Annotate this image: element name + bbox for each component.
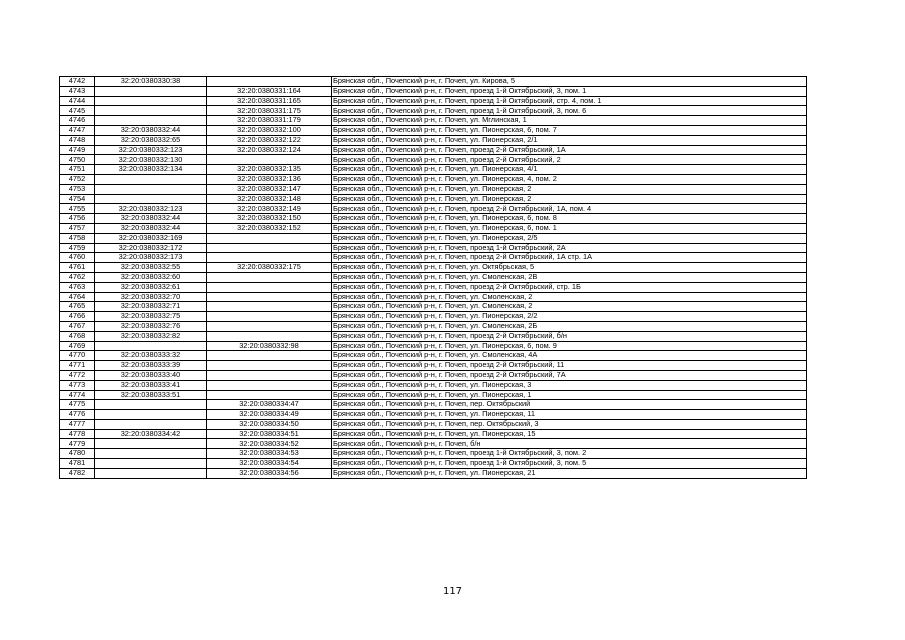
address-cell: Брянская обл., Почепский р-н, г. Почеп, ул. Пионерская, 6, пом. 1 <box>332 223 807 233</box>
object-cadastral-number-cell: 32:20:0380332:98 <box>207 341 332 351</box>
address-cell: Брянская обл., Почепский р-н, г. Почеп, ул. Пионерская, 4/1 <box>332 165 807 175</box>
address-cell: Брянская обл., Почепский р-н, г. Почеп, ул. Пионерская, 21 <box>332 468 807 478</box>
cadastral-number-cell: 32:20:0380332:44 <box>95 214 207 224</box>
address-cell: Брянская обл., Почепский р-н, г. Почеп, ул. Пионерская, 2 <box>332 184 807 194</box>
cadastral-number-cell: 32:20:0380332:60 <box>95 272 207 282</box>
cadastral-number-cell <box>95 184 207 194</box>
address-cell: Брянская обл., Почепский р-н, г. Почеп, проезд 2-й Октябрьский, 1А, пом. 4 <box>332 204 807 214</box>
object-cadastral-number-cell <box>207 155 332 165</box>
row-number-cell: 4754 <box>60 194 95 204</box>
table-row <box>60 272 807 282</box>
address-cell: Брянская обл., Почепский р-н, г. Почеп, ул. Пионерская, 2 <box>332 194 807 204</box>
cadastral-number-cell: 32:20:0380332:76 <box>95 321 207 331</box>
table-row <box>60 263 807 273</box>
cadastral-number-cell <box>95 439 207 449</box>
address-cell: Брянская обл., Почепский р-н, г. Почеп, проезд 2-й Октябрьский, б/н <box>332 331 807 341</box>
row-number-cell: 4778 <box>60 429 95 439</box>
row-number-cell: 4743 <box>60 86 95 96</box>
row-number-cell: 4764 <box>60 292 95 302</box>
cadastral-number-cell <box>95 96 207 106</box>
address-cell: Брянская обл., Почепский р-н, г. Почеп, ул. Пионерская, 3 <box>332 380 807 390</box>
registry-table <box>59 76 807 479</box>
cadastral-number-cell <box>95 174 207 184</box>
object-cadastral-number-cell: 32:20:0380334:56 <box>207 468 332 478</box>
row-number-cell: 4762 <box>60 272 95 282</box>
cadastral-number-cell: 32:20:0380332:44 <box>95 223 207 233</box>
table-row <box>60 194 807 204</box>
object-cadastral-number-cell <box>207 390 332 400</box>
row-number-cell: 4775 <box>60 400 95 410</box>
object-cadastral-number-cell <box>207 380 332 390</box>
row-number-cell: 4757 <box>60 223 95 233</box>
cadastral-number-cell: 32:20:0380332:123 <box>95 204 207 214</box>
table-row <box>60 145 807 155</box>
row-number-cell: 4745 <box>60 106 95 116</box>
object-cadastral-number-cell: 32:20:0380332:136 <box>207 174 332 184</box>
cadastral-number-cell: 32:20:0380332:61 <box>95 282 207 292</box>
cadastral-number-cell: 32:20:0380332:169 <box>95 233 207 243</box>
cadastral-number-cell: 32:20:0380332:173 <box>95 253 207 263</box>
table-row <box>60 292 807 302</box>
cadastral-number-cell: 32:20:0380332:82 <box>95 331 207 341</box>
row-number-cell: 4753 <box>60 184 95 194</box>
row-number-cell: 4777 <box>60 419 95 429</box>
cadastral-number-cell: 32:20:0380333:51 <box>95 390 207 400</box>
address-cell: Брянская обл., Почепский р-н, г. Почеп, проезд 1-й Октябрьский, 3, пом. 5 <box>332 459 807 469</box>
cadastral-number-cell: 32:20:0380333:32 <box>95 351 207 361</box>
object-cadastral-number-cell <box>207 272 332 282</box>
address-cell: Брянская обл., Почепский р-н, г. Почеп, ул. Октябрьская, 5 <box>332 263 807 273</box>
address-cell: Брянская обл., Почепский р-н, г. Почеп, проезд 2-й Октябрьский, стр. 1Б <box>332 282 807 292</box>
cadastral-number-cell <box>95 459 207 469</box>
table-row <box>60 390 807 400</box>
cadastral-number-cell: 32:20:0380334:42 <box>95 429 207 439</box>
cadastral-number-cell: 32:20:0380332:172 <box>95 243 207 253</box>
table-row <box>60 86 807 96</box>
cadastral-number-cell: 32:20:0380333:40 <box>95 370 207 380</box>
row-number-cell: 4776 <box>60 410 95 420</box>
cadastral-number-cell <box>95 86 207 96</box>
address-cell: Брянская обл., Почепский р-н, г. Почеп, б/н <box>332 439 807 449</box>
object-cadastral-number-cell: 32:20:0380331:165 <box>207 96 332 106</box>
table-row <box>60 174 807 184</box>
cadastral-number-cell <box>95 468 207 478</box>
address-cell: Брянская обл., Почепский р-н, г. Почеп, проезд 1-й Октябрьский, 2А <box>332 243 807 253</box>
object-cadastral-number-cell <box>207 331 332 341</box>
address-cell: Брянская обл., Почепский р-н, г. Почеп, ул. Смоленская, 2Б <box>332 321 807 331</box>
table-row <box>60 312 807 322</box>
row-number-cell: 4746 <box>60 116 95 126</box>
table-row <box>60 214 807 224</box>
table-row <box>60 106 807 116</box>
cadastral-number-cell <box>95 449 207 459</box>
address-cell: Брянская обл., Почепский р-н, г. Почеп, проезд 2-й Октябрьский, 1А стр. 1А <box>332 253 807 263</box>
address-cell: Брянская обл., Почепский р-н, г. Почеп, ул. Пионерская, 6, пом. 9 <box>332 341 807 351</box>
table-row <box>60 341 807 351</box>
row-number-cell: 4767 <box>60 321 95 331</box>
row-number-cell: 4782 <box>60 468 95 478</box>
registry-table-body <box>60 77 807 479</box>
row-number-cell: 4759 <box>60 243 95 253</box>
cadastral-number-cell: 32:20:0380332:65 <box>95 135 207 145</box>
cadastral-number-cell: 32:20:0380330:38 <box>95 77 207 87</box>
row-number-cell: 4749 <box>60 145 95 155</box>
address-cell: Брянская обл., Почепский р-н, г. Почеп, ул. Смоленская, 2 <box>332 302 807 312</box>
row-number-cell: 4763 <box>60 282 95 292</box>
row-number-cell: 4744 <box>60 96 95 106</box>
table-row <box>60 459 807 469</box>
address-cell: Брянская обл., Почепский р-н, г. Почеп, проезд 1-й Октябрьский, 3, пом. 2 <box>332 449 807 459</box>
object-cadastral-number-cell: 32:20:0380334:51 <box>207 429 332 439</box>
object-cadastral-number-cell: 32:20:0380331:179 <box>207 116 332 126</box>
table-row <box>60 96 807 106</box>
table-row <box>60 361 807 371</box>
address-cell: Брянская обл., Почепский р-н, г. Почеп, проезд 1-й Октябрьский, 3, пом. 1 <box>332 86 807 96</box>
table-row <box>60 282 807 292</box>
table-row <box>60 243 807 253</box>
table-row <box>60 429 807 439</box>
object-cadastral-number-cell: 32:20:0380334:50 <box>207 419 332 429</box>
row-number-cell: 4750 <box>60 155 95 165</box>
address-cell: Брянская обл., Почепский р-н, г. Почеп, ул. Смоленская, 2 <box>332 292 807 302</box>
row-number-cell: 4756 <box>60 214 95 224</box>
table-row <box>60 410 807 420</box>
table-row <box>60 204 807 214</box>
object-cadastral-number-cell <box>207 370 332 380</box>
cadastral-number-cell: 32:20:0380332:75 <box>95 312 207 322</box>
cadastral-number-cell: 32:20:0380333:41 <box>95 380 207 390</box>
object-cadastral-number-cell <box>207 351 332 361</box>
row-number-cell: 4751 <box>60 165 95 175</box>
cadastral-number-cell: 32:20:0380332:123 <box>95 145 207 155</box>
address-cell: Брянская обл., Почепский р-н, г. Почеп, проезд 2-й Октябрьский, 2 <box>332 155 807 165</box>
address-cell: Брянская обл., Почепский р-н, г. Почеп, проезд 1-й Октябрьский, 3, пом. 6 <box>332 106 807 116</box>
row-number-cell: 4770 <box>60 351 95 361</box>
address-cell: Брянская обл., Почепский р-н, г. Почеп, пер. Октябрьский, 3 <box>332 419 807 429</box>
object-cadastral-number-cell <box>207 292 332 302</box>
row-number-cell: 4758 <box>60 233 95 243</box>
row-number-cell: 4752 <box>60 174 95 184</box>
cadastral-number-cell <box>95 116 207 126</box>
object-cadastral-number-cell: 32:20:0380332:149 <box>207 204 332 214</box>
table-row <box>60 468 807 478</box>
table-row <box>60 135 807 145</box>
object-cadastral-number-cell: 32:20:0380332:175 <box>207 263 332 273</box>
address-cell: Брянская обл., Почепский р-н, г. Почеп, ул. Смоленская, 2В <box>332 272 807 282</box>
cadastral-number-cell: 32:20:0380332:134 <box>95 165 207 175</box>
row-number-cell: 4765 <box>60 302 95 312</box>
object-cadastral-number-cell: 32:20:0380332:150 <box>207 214 332 224</box>
cadastral-number-cell <box>95 194 207 204</box>
object-cadastral-number-cell: 32:20:0380332:122 <box>207 135 332 145</box>
object-cadastral-number-cell: 32:20:0380332:124 <box>207 145 332 155</box>
address-cell: Брянская обл., Почепский р-н, г. Почеп, ул. Кирова, 5 <box>332 77 807 87</box>
object-cadastral-number-cell <box>207 312 332 322</box>
address-cell: Брянская обл., Почепский р-н, г. Почеп, пер. Октябрьский <box>332 400 807 410</box>
table-row <box>60 223 807 233</box>
table-row <box>60 380 807 390</box>
cadastral-number-cell: 32:20:0380332:55 <box>95 263 207 273</box>
cadastral-number-cell <box>95 419 207 429</box>
row-number-cell: 4779 <box>60 439 95 449</box>
row-number-cell: 4771 <box>60 361 95 371</box>
table-row <box>60 77 807 87</box>
address-cell: Брянская обл., Почепский р-н, г. Почеп, проезд 2-й Октябрьский, 11 <box>332 361 807 371</box>
table-row <box>60 165 807 175</box>
row-number-cell: 4781 <box>60 459 95 469</box>
address-cell: Брянская обл., Почепский р-н, г. Почеп, ул. Пионерская, 6, пом. 7 <box>332 125 807 135</box>
address-cell: Брянская обл., Почепский р-н, г. Почеп, ул. Пионерская, 1 <box>332 390 807 400</box>
address-cell: Брянская обл., Почепский р-н, г. Почеп, проезд 2-й Октябрьский, 1А <box>332 145 807 155</box>
object-cadastral-number-cell <box>207 361 332 371</box>
object-cadastral-number-cell <box>207 77 332 87</box>
table-row <box>60 116 807 126</box>
object-cadastral-number-cell: 32:20:0380332:152 <box>207 223 332 233</box>
object-cadastral-number-cell: 32:20:0380334:52 <box>207 439 332 449</box>
object-cadastral-number-cell <box>207 302 332 312</box>
object-cadastral-number-cell: 32:20:0380331:175 <box>207 106 332 116</box>
address-cell: Брянская обл., Почепский р-н, г. Почеп, ул. Пионерская, 6, пом. 8 <box>332 214 807 224</box>
object-cadastral-number-cell <box>207 243 332 253</box>
row-number-cell: 4747 <box>60 125 95 135</box>
table-row <box>60 302 807 312</box>
row-number-cell: 4772 <box>60 370 95 380</box>
table-row <box>60 370 807 380</box>
cadastral-number-cell: 32:20:0380332:70 <box>95 292 207 302</box>
row-number-cell: 4742 <box>60 77 95 87</box>
address-cell: Брянская обл., Почепский р-н, г. Почеп, ул. Пионерская, 15 <box>332 429 807 439</box>
table-row <box>60 449 807 459</box>
address-cell: Брянская обл., Почепский р-н, г. Почеп, ул. Пионерская, 11 <box>332 410 807 420</box>
table-row <box>60 184 807 194</box>
row-number-cell: 4774 <box>60 390 95 400</box>
address-cell: Брянская обл., Почепский р-н, г. Почеп, ул. Мглинская, 1 <box>332 116 807 126</box>
row-number-cell: 4780 <box>60 449 95 459</box>
row-number-cell: 4769 <box>60 341 95 351</box>
object-cadastral-number-cell: 32:20:0380332:148 <box>207 194 332 204</box>
address-cell: Брянская обл., Почепский р-н, г. Почеп, проезд 2-й Октябрьский, 7А <box>332 370 807 380</box>
cadastral-number-cell: 32:20:0380332:44 <box>95 125 207 135</box>
address-cell: Брянская обл., Почепский р-н, г. Почеп, ул. Пионерская, 2/5 <box>332 233 807 243</box>
object-cadastral-number-cell: 32:20:0380332:135 <box>207 165 332 175</box>
object-cadastral-number-cell <box>207 253 332 263</box>
address-cell: Брянская обл., Почепский р-н, г. Почеп, ул. Пионерская, 4, пом. 2 <box>332 174 807 184</box>
object-cadastral-number-cell: 32:20:0380332:147 <box>207 184 332 194</box>
object-cadastral-number-cell: 32:20:0380334:49 <box>207 410 332 420</box>
address-cell: Брянская обл., Почепский р-н, г. Почеп, ул. Пионерская, 2/1 <box>332 135 807 145</box>
row-number-cell: 4755 <box>60 204 95 214</box>
page-number: 117 <box>442 586 463 597</box>
table-row <box>60 419 807 429</box>
object-cadastral-number-cell: 32:20:0380332:100 <box>207 125 332 135</box>
table-row <box>60 321 807 331</box>
object-cadastral-number-cell <box>207 233 332 243</box>
object-cadastral-number-cell: 32:20:0380331:164 <box>207 86 332 96</box>
cadastral-number-cell <box>95 106 207 116</box>
table-row <box>60 253 807 263</box>
row-number-cell: 4760 <box>60 253 95 263</box>
table-row <box>60 400 807 410</box>
row-number-cell: 4766 <box>60 312 95 322</box>
address-cell: Брянская обл., Почепский р-н, г. Почеп, проезд 1-й Октябрьский, стр. 4, пом. 1 <box>332 96 807 106</box>
object-cadastral-number-cell: 32:20:0380334:47 <box>207 400 332 410</box>
table-row <box>60 331 807 341</box>
object-cadastral-number-cell: 32:20:0380334:54 <box>207 459 332 469</box>
row-number-cell: 4773 <box>60 380 95 390</box>
cadastral-number-cell: 32:20:0380332:71 <box>95 302 207 312</box>
cadastral-number-cell: 32:20:0380333:39 <box>95 361 207 371</box>
cadastral-number-cell <box>95 410 207 420</box>
cadastral-number-cell <box>95 341 207 351</box>
table-row <box>60 125 807 135</box>
row-number-cell: 4761 <box>60 263 95 273</box>
object-cadastral-number-cell <box>207 321 332 331</box>
table-row <box>60 233 807 243</box>
row-number-cell: 4748 <box>60 135 95 145</box>
object-cadastral-number-cell: 32:20:0380334:53 <box>207 449 332 459</box>
row-number-cell: 4768 <box>60 331 95 341</box>
table-row <box>60 439 807 449</box>
table-row <box>60 155 807 165</box>
object-cadastral-number-cell <box>207 282 332 292</box>
cadastral-number-cell: 32:20:0380332:130 <box>95 155 207 165</box>
cadastral-number-cell <box>95 400 207 410</box>
table-row <box>60 351 807 361</box>
address-cell: Брянская обл., Почепский р-н, г. Почеп, ул. Пионерская, 2/2 <box>332 312 807 322</box>
address-cell: Брянская обл., Почепский р-н, г. Почеп, ул. Смоленская, 4А <box>332 351 807 361</box>
